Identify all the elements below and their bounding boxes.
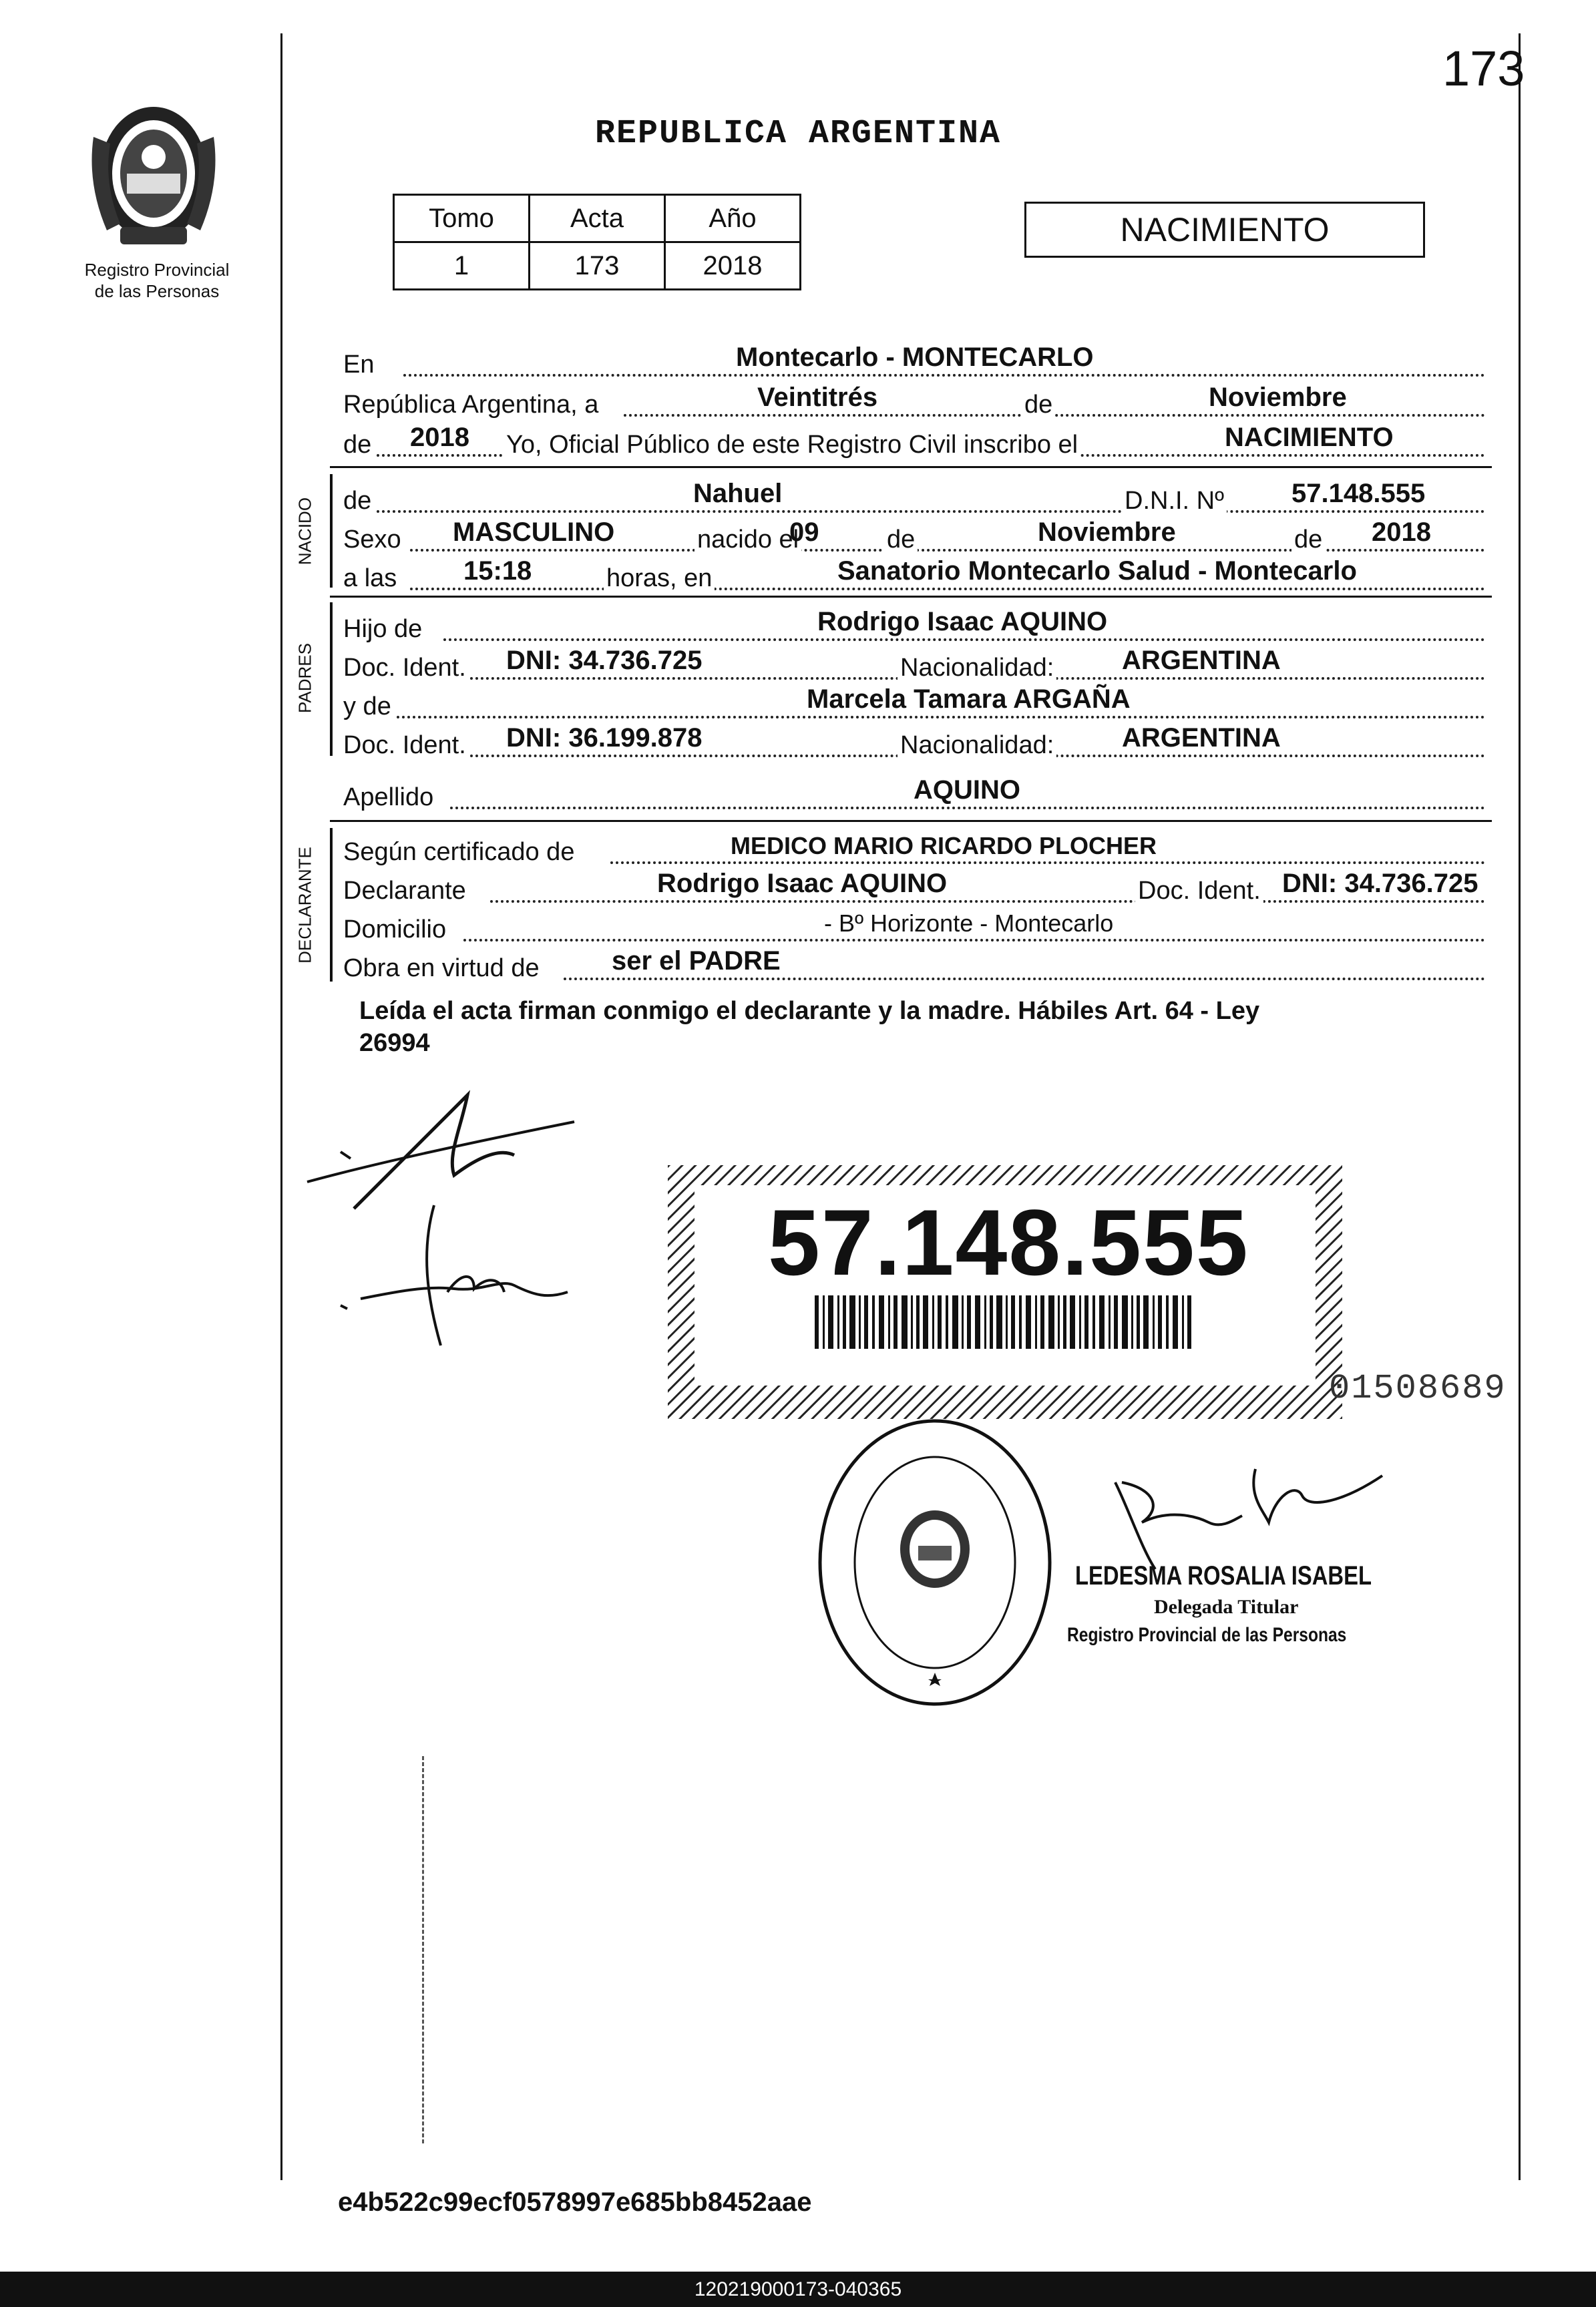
value-certificado: MEDICO MARIO RICARDO PLOCHER — [731, 832, 1157, 859]
value-birth-time: 15:18 — [463, 556, 532, 586]
value-birth-day: 09 — [789, 517, 819, 547]
value-tomo: 1 — [394, 242, 530, 290]
label-obra: Obra en virtud de — [343, 954, 542, 983]
declarante-bracket — [330, 828, 333, 982]
label-de-year: de — [343, 431, 374, 459]
value-mother-name: Marcela Tamara ARGAÑA — [807, 684, 1131, 714]
value-sexo: MASCULINO — [453, 517, 615, 547]
sticker-serial-number: 01508689 — [1329, 1369, 1507, 1408]
label-father-doc: Doc. Ident. — [343, 654, 469, 682]
label-y-de: y de — [343, 692, 394, 721]
declarant-signature — [301, 1082, 581, 1215]
label-de-month: de — [1022, 391, 1055, 419]
row-inscribo — [343, 421, 1485, 462]
value-child-name: Nahuel — [693, 479, 783, 508]
registry-label — [60, 259, 254, 302]
label-father-nationality: Nacionalidad: — [897, 654, 1056, 682]
row-nacido-hora — [343, 554, 1485, 596]
value-birth-place: Sanatorio Montecarlo Salud - Montecarlo — [837, 556, 1357, 586]
row-declarante — [343, 867, 1485, 908]
row-madre — [343, 682, 1485, 724]
value-domicilio: - Bº Horizonte - Montecarlo — [824, 909, 1114, 937]
row-nacido-name — [343, 477, 1485, 518]
row-apellido — [343, 773, 1485, 815]
value-birth-year: 2018 — [1372, 517, 1431, 547]
official-signature — [1102, 1456, 1396, 1576]
label-mother-nationality: Nacionalidad: — [897, 731, 1056, 760]
label-inscribo-text: Yo, Oficial Público de este Registro Civil inscribo el — [504, 431, 1080, 459]
row-padre — [343, 605, 1485, 646]
value-year: 2018 — [410, 423, 469, 452]
right-margin-line — [1519, 33, 1521, 2180]
registry-label-line2: de las Personas — [94, 281, 220, 301]
act-type-box: NACIMIENTO — [1024, 202, 1425, 258]
label-de-1: de — [884, 526, 918, 554]
label-declarante-doc: Doc. Ident. — [1135, 877, 1263, 905]
value-declarante-doc: DNI: 34.736.725 — [1282, 869, 1478, 898]
document-hash: e4b522c99ecf0578997e685bb8452aae — [338, 2187, 812, 2217]
province-crest-logo — [80, 90, 227, 257]
label-nacido-el: nacido el — [694, 526, 801, 554]
official-organization: Registro Provincial de las Personas — [1067, 1624, 1347, 1646]
value-father-nationality: ARGENTINA — [1122, 646, 1281, 675]
value-inscribo: NACIMIENTO — [1225, 423, 1394, 452]
label-hijo-de: Hijo de — [343, 615, 425, 644]
page-number: 173 — [1442, 41, 1525, 96]
official-role: Delegada Titular — [1154, 1596, 1299, 1618]
row-obra — [343, 944, 1485, 986]
mother-signature — [334, 1199, 574, 1352]
value-father-doc: DNI: 34.736.725 — [506, 646, 703, 675]
value-father-name: Rodrigo Isaac AQUINO — [817, 607, 1108, 636]
value-month: Noviembre — [1209, 383, 1347, 412]
registry-label-line1: Registro Provincial — [84, 260, 230, 280]
row-en — [343, 341, 1485, 382]
row-certificado — [343, 828, 1485, 869]
header-acta: Acta — [530, 195, 665, 242]
legal-line-2: 26994 — [359, 1029, 430, 1057]
row-madre-doc — [343, 721, 1485, 763]
padres-bracket — [330, 602, 333, 756]
section-label-nacido: NACIDO — [294, 497, 315, 566]
nacido-bracket — [330, 474, 333, 588]
row-nacido-sexo — [343, 515, 1485, 557]
value-mother-nationality: ARGENTINA — [1122, 723, 1281, 753]
value-child-dni: 57.148.555 — [1291, 479, 1426, 508]
value-day: Veintitrés — [757, 383, 878, 412]
label-certificado: Según certificado de — [343, 838, 577, 867]
value-obra: ser el PADRE — [612, 946, 781, 976]
footer-code-bar: 120219000173-040365 — [0, 2272, 1596, 2307]
label-sexo: Sexo — [343, 526, 404, 554]
row-padre-doc — [343, 644, 1485, 685]
label-dni: D.N.I. Nº — [1122, 487, 1227, 515]
section-label-padres: PADRES — [294, 643, 315, 713]
section-label-declarante: DECLARANTE — [294, 847, 315, 964]
label-a-las: a las — [343, 564, 399, 593]
label-de-2: de — [1291, 526, 1325, 554]
label-republica: República Argentina, a — [343, 391, 601, 419]
label-en: En — [343, 351, 377, 379]
row-republica — [343, 381, 1485, 422]
cancel-dashed-line — [422, 1756, 424, 2143]
value-anio: 2018 — [665, 242, 801, 290]
legal-statement — [359, 995, 1481, 1059]
row-domicilio — [343, 905, 1485, 947]
divider-top-padres — [330, 596, 1492, 598]
left-margin-line — [280, 33, 282, 2180]
label-domicilio: Domicilio — [343, 915, 449, 944]
label-apellido: Apellido — [343, 783, 436, 812]
value-birth-month: Noviembre — [1038, 517, 1176, 547]
value-apellido: AQUINO — [914, 775, 1020, 805]
header-tomo: Tomo — [394, 195, 530, 242]
value-acta: 173 — [530, 242, 665, 290]
official-seal — [815, 1416, 1055, 1709]
divider-top-nacido — [330, 466, 1492, 468]
value-mother-doc: DNI: 36.199.878 — [506, 723, 703, 753]
label-de-name: de — [343, 487, 374, 515]
label-mother-doc: Doc. Ident. — [343, 731, 469, 760]
official-name: LEDESMA ROSALIA ISABEL — [1075, 1561, 1372, 1591]
value-declarante: Rodrigo Isaac AQUINO — [657, 869, 948, 898]
header-anio: Año — [665, 195, 801, 242]
label-declarante: Declarante — [343, 877, 469, 905]
divider-top-declarante — [330, 820, 1492, 822]
document-title: REPUBLICA ARGENTINA — [594, 115, 1002, 153]
value-en: Montecarlo - MONTECARLO — [736, 343, 1094, 372]
dni-sticker-number: 57.148.555 — [768, 1190, 1249, 1295]
record-table — [393, 194, 801, 290]
legal-line-1: Leída el acta firman conmigo el declarante y la madre. Hábiles Art. 64 - Ley — [359, 997, 1260, 1025]
label-horas-en: horas, en — [604, 564, 715, 593]
